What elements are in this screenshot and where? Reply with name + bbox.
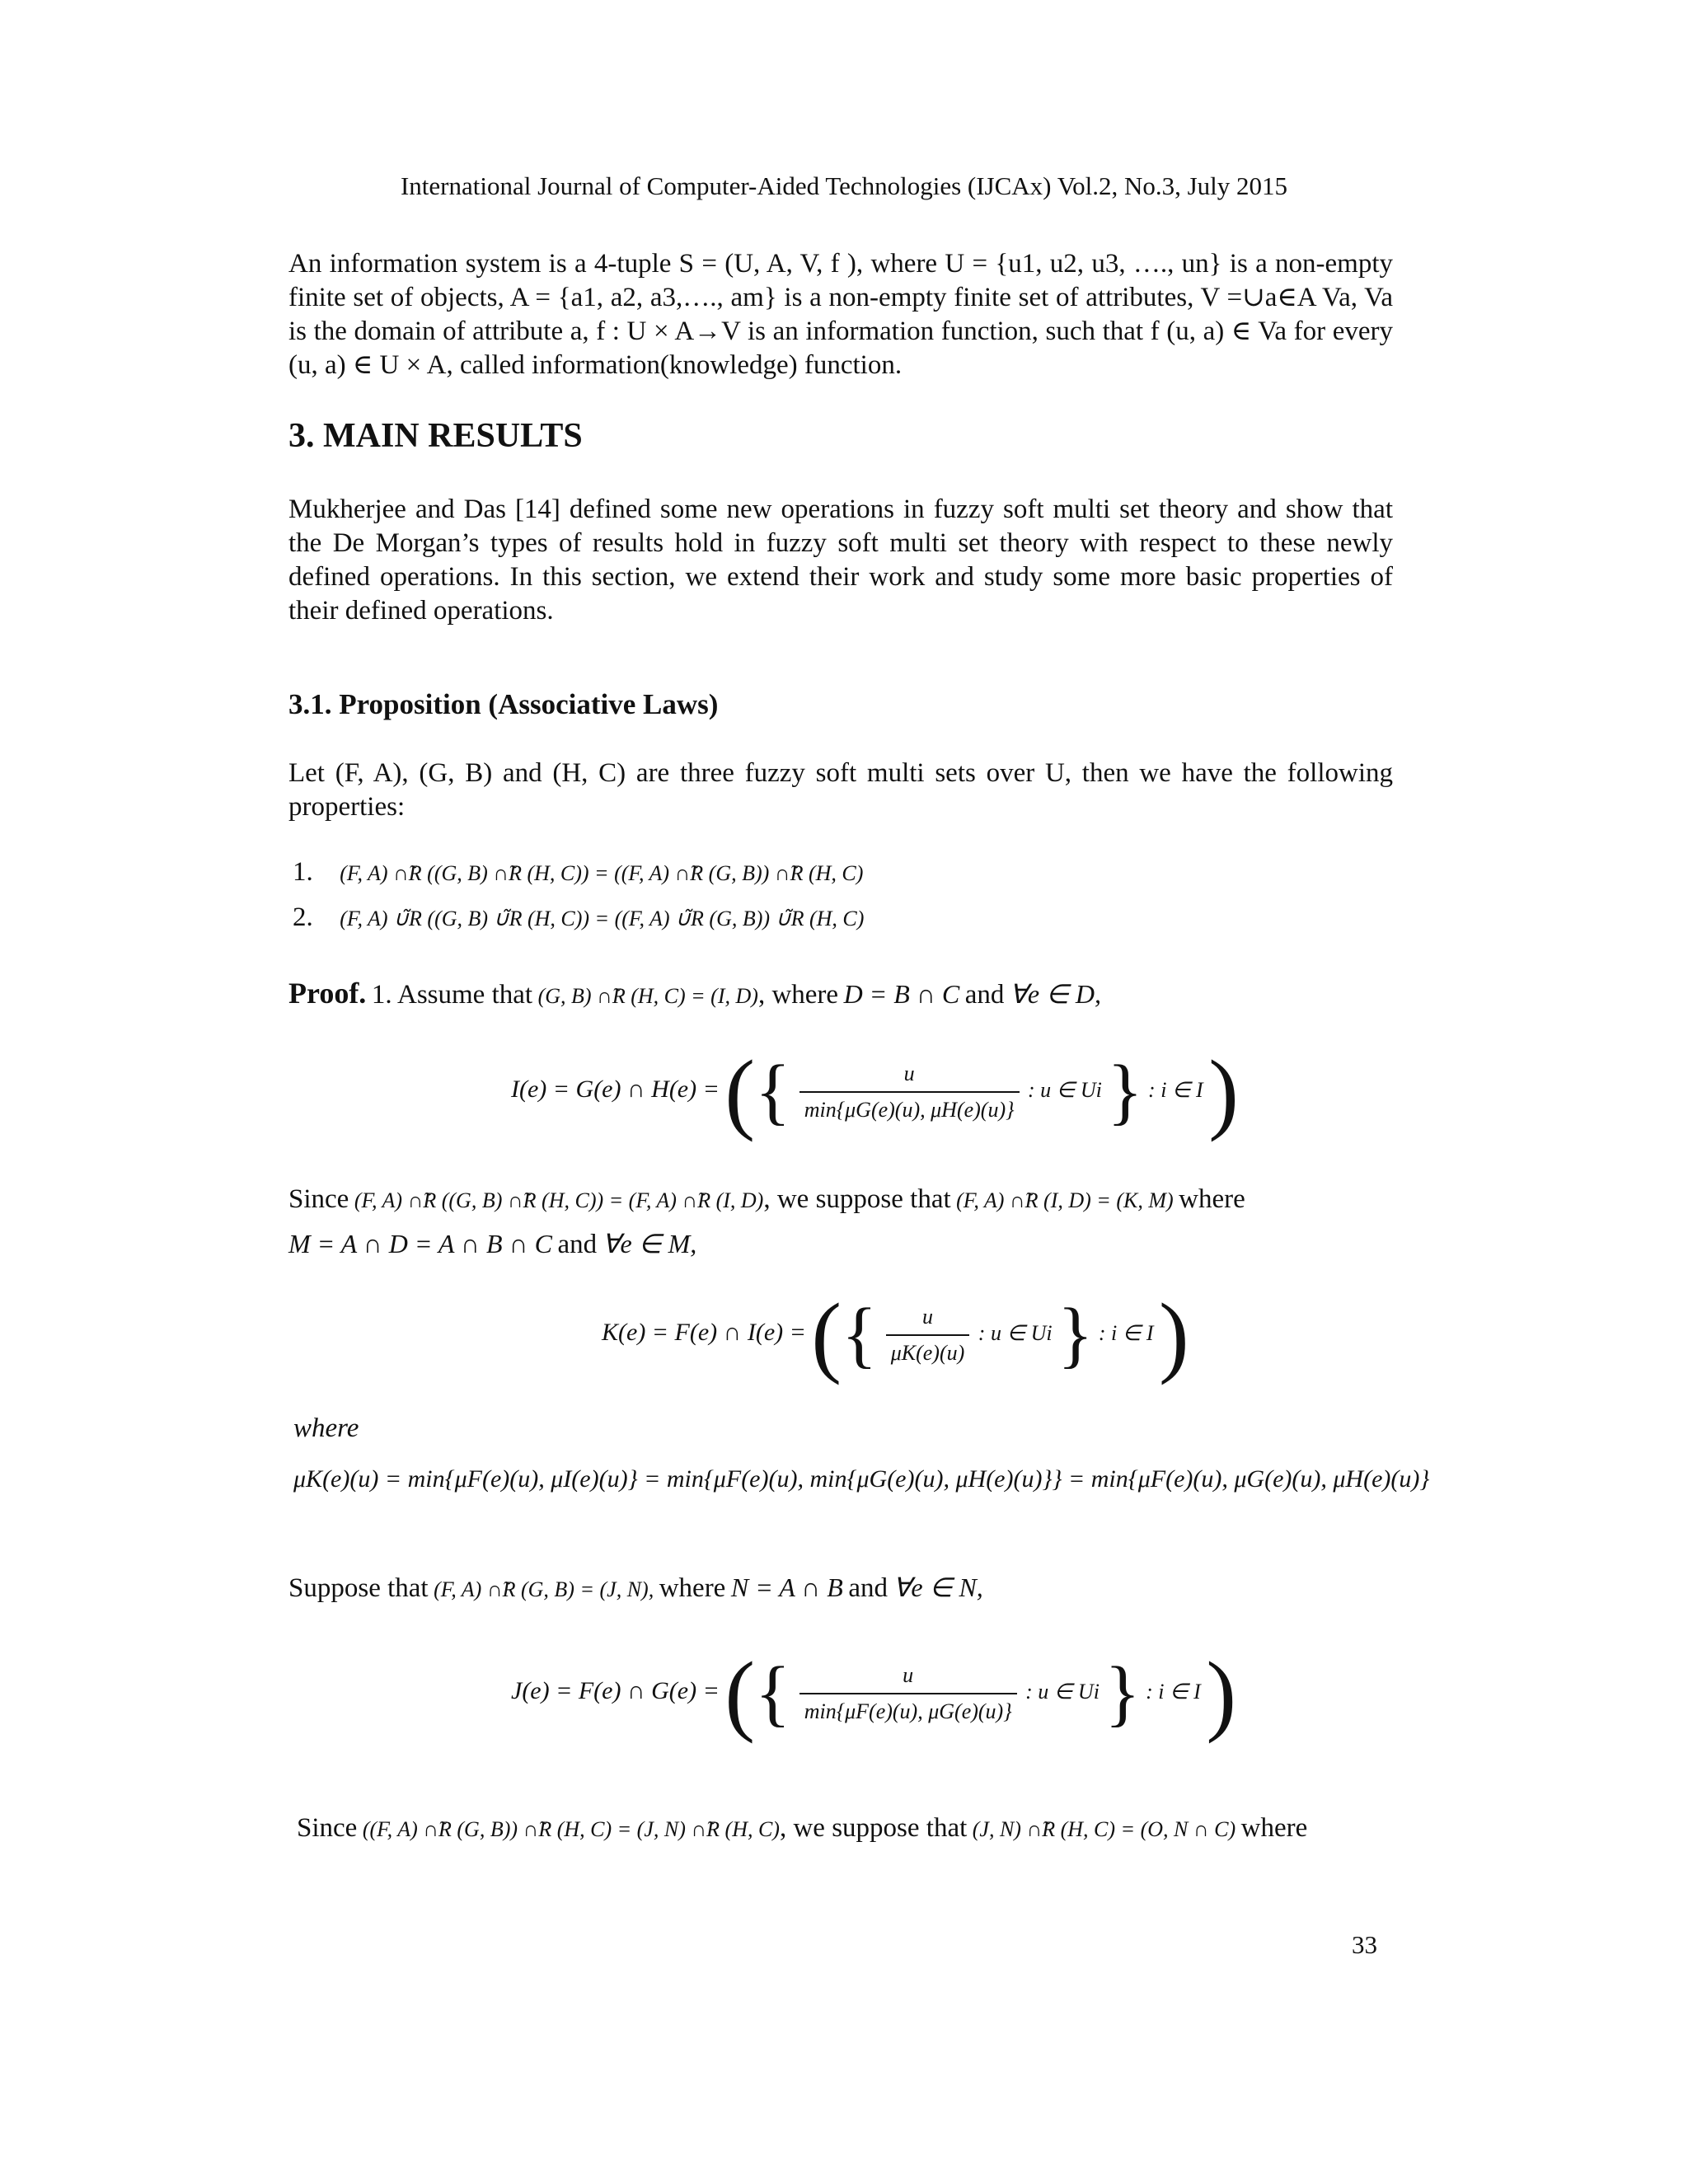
inline-formula: (F, A) ∩̃R (G, B) = (J, N), <box>434 1577 654 1601</box>
equation-4 <box>511 1643 1236 1744</box>
denominator: min{μF(e)(u), μG(e)(u)} <box>799 1693 1017 1724</box>
set-condition: : u ∈ Ui <box>1028 1077 1102 1102</box>
right-brace: } <box>1104 1652 1141 1734</box>
denominator: μK(e)(u) <box>886 1334 970 1366</box>
inline-formula: ∀e ∈ M, <box>602 1229 697 1258</box>
left-paren: ( <box>724 1643 755 1744</box>
section-title: 3. MAIN RESULTS <box>288 417 583 455</box>
right-brace: } <box>1107 1051 1143 1132</box>
proof-line-3 <box>288 1228 696 1260</box>
proof-text: Since <box>297 1813 358 1843</box>
inline-formula: N = A ∩ B <box>730 1572 843 1602</box>
left-paren: ( <box>811 1285 842 1385</box>
right-paren: ) <box>1206 1643 1236 1744</box>
fraction <box>886 1305 970 1366</box>
left-brace: { <box>755 1051 791 1132</box>
proof-line-1 <box>288 976 1101 1010</box>
fraction <box>799 1663 1017 1724</box>
index-condition: : i ∈ I <box>1148 1077 1203 1102</box>
inline-formula: ∀e ∈ D, <box>1009 979 1101 1009</box>
equation-lhs: K(e) = F(e) ∩ I(e) = <box>602 1318 806 1346</box>
inline-formula: M = A ∩ D = A ∩ B ∩ C <box>288 1229 552 1258</box>
property-formula: (F, A) ∪̃R ((G, B) ∪̃R (H, C)) = ((F, A) ∪̃R (G, B)) ∪̃R (H, C) <box>340 907 865 930</box>
proof-text: and <box>964 980 1005 1010</box>
proof-text: , where <box>757 980 839 1010</box>
section-paragraph-block <box>288 493 1393 628</box>
proposition-paragraph-block <box>288 757 1393 824</box>
equation-3: μK(e)(u) = min{μF(e)(u), μI(e)(u)} = min{μF(e)(u), min{μG(e)(u), μH(e)(u)}} = min{μF(e)(u), μG(e)(u), μH(e)(u)} <box>293 1465 1430 1493</box>
numerator: u <box>922 1305 933 1329</box>
inline-formula: (G, B) ∩̃R (H, C) = (I, D) <box>537 984 758 1008</box>
proof-text: and <box>557 1230 598 1259</box>
left-brace: { <box>755 1652 791 1734</box>
inline-formula: ∀e ∈ N, <box>893 1572 983 1602</box>
proof-text: where <box>1240 1813 1308 1843</box>
right-paren: ) <box>1159 1285 1189 1385</box>
equation-1 <box>511 1042 1239 1142</box>
inline-formula: (F, A) ∩̃R (I, D) = (K, M) <box>956 1188 1174 1212</box>
property-item-2 <box>293 902 864 933</box>
numerator: u <box>903 1663 914 1687</box>
set-condition: : u ∈ Ui <box>1025 1679 1100 1704</box>
index-condition: : i ∈ I <box>1098 1320 1154 1345</box>
proof-text: , we suppose that <box>763 1184 951 1214</box>
inline-formula: ((F, A) ∩̃R (G, B)) ∩̃R (H, C) = (J, N) ∩̃R (H, C) <box>362 1817 780 1841</box>
numerator: u <box>903 1062 915 1085</box>
property-item-1 <box>293 857 863 888</box>
proof-text: where <box>659 1573 726 1603</box>
left-paren: ( <box>724 1042 756 1142</box>
proof-line-5 <box>297 1813 1307 1844</box>
where-label: where <box>293 1413 359 1443</box>
proof-text: where <box>1179 1184 1245 1214</box>
proof-line-2 <box>288 1184 1245 1215</box>
inline-formula: D = B ∩ C <box>843 979 960 1009</box>
proof-text: 1. Assume that <box>371 980 533 1010</box>
proof-text: Suppose that <box>288 1573 429 1603</box>
journal-header: International Journal of Computer-Aided Technologies (IJCAx) Vol.2, No.3, July 2015 <box>400 171 1288 200</box>
property-formula: (F, A) ∩̃R ((G, B) ∩̃R (H, C)) = ((F, A) ∩̃R (G, B)) ∩̃R (H, C) <box>340 861 864 885</box>
denominator: min{μG(e)(u), μH(e)(u)} <box>799 1091 1020 1122</box>
proof-text: , we suppose that <box>779 1813 968 1843</box>
right-paren: ) <box>1208 1042 1239 1142</box>
proposition-paragraph: Let (F, A), (G, B) and (H, C) are three fuzzy soft multi sets over U, then we have the following properties: <box>288 758 1393 822</box>
intro-paragraph-block <box>288 247 1393 382</box>
section-paragraph: Mukherjee and Das [14] defined some new operations in fuzzy soft multi set theory and show that the De Morgan’s types of results hold in fuzzy soft multi set theory with respect to these newly defined operations. In this section, we extend their work and study some more basic properties of their defined operations. <box>288 494 1393 626</box>
equation-lhs: J(e) = F(e) ∩ G(e) = <box>511 1676 720 1704</box>
left-brace: { <box>842 1294 878 1376</box>
inline-formula: (F, A) ∩̃R ((G, B) ∩̃R (H, C)) = (F, A) ∩̃R (I, D) <box>354 1188 764 1212</box>
property-number: 1. <box>293 857 313 887</box>
proof-text: Since <box>288 1184 349 1214</box>
equation-lhs: I(e) = G(e) ∩ H(e) = <box>511 1075 720 1103</box>
property-number: 2. <box>293 902 313 932</box>
proof-line-4 <box>288 1572 983 1604</box>
inline-formula: (J, N) ∩̃R (H, C) = (O, N ∩ C) <box>972 1817 1236 1841</box>
proof-text: and <box>848 1573 888 1603</box>
fraction <box>799 1062 1020 1122</box>
subsection-title: 3.1. Proposition (Associative Laws) <box>288 688 719 720</box>
right-brace: } <box>1057 1294 1094 1376</box>
page-number: 33 <box>1352 1930 1377 1959</box>
intro-paragraph: An information system is a 4-tuple S = (U, A, V, f ), where U = {u1, u2, u3, …., un} is a non-empty finite set of objects, A = {a1, a2, a3,…., am} is a non-empty finite set of attributes, V =∪a∈A Va, Va is the domain of attribute a, f : U × A→V is an information function, such that f (u, a) ∈ Va for every (u, a) ∈ U × A, called information(knowledge) function. <box>288 249 1393 380</box>
proof-label: Proof. <box>288 977 367 1010</box>
index-condition: : i ∈ I <box>1146 1679 1201 1704</box>
set-condition: : u ∈ Ui <box>978 1320 1053 1345</box>
equation-2 <box>602 1285 1189 1385</box>
